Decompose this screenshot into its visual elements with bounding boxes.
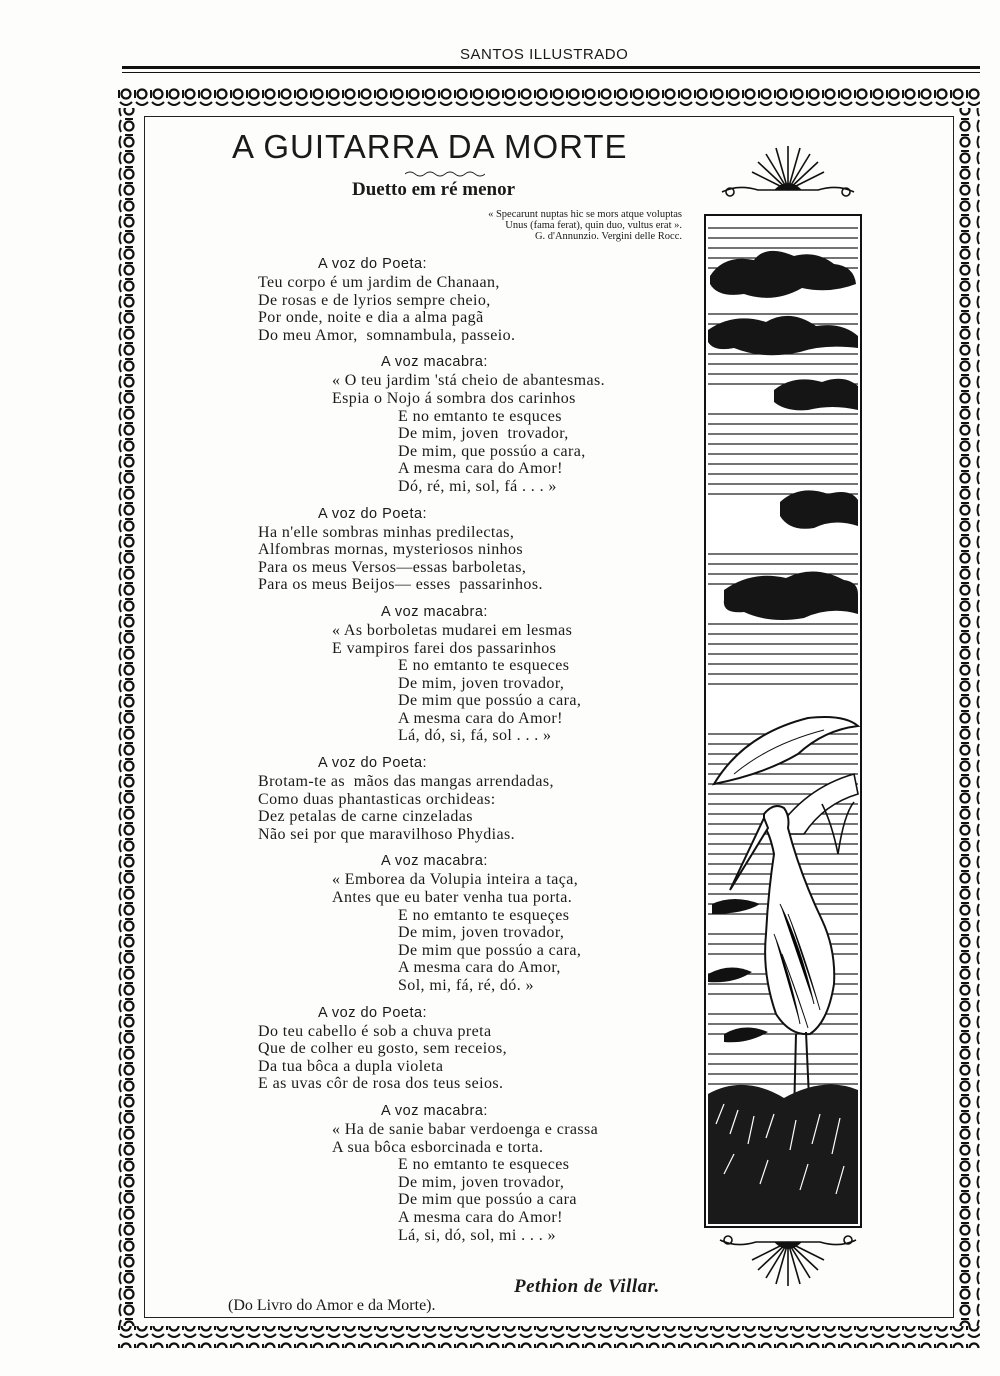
stanza <box>258 504 688 594</box>
verse-line: E no emtanto te esquces <box>398 407 562 425</box>
speaker-label: A voz do Poeta: <box>318 505 428 522</box>
speaker-label: A voz macabra: <box>381 1102 488 1119</box>
verse-line: De mim, que possúo a cara, <box>398 442 586 460</box>
stanza <box>258 1003 688 1093</box>
epigraph-line: « Specarunt nuptas hic se mors atque voluptas <box>488 209 682 220</box>
verse-line: Lá, si, dó, sol, mi . . . » <box>398 1226 556 1244</box>
verse-line: Do meu Amor, somnambula, passeio. <box>258 326 516 344</box>
epigraph-line: Unus (fama ferat), quin duo, vultus erat ». <box>505 220 682 231</box>
verse-line: « Emborea da Volupia inteira a taça, <box>332 871 579 889</box>
verse-line: De mim, joven trovador, <box>398 1173 565 1191</box>
sunburst-ornament-bottom <box>716 1228 860 1292</box>
verse-line: A mesma cara do Amor, <box>398 959 561 977</box>
verse-line: « Ha de sanie babar verdoenga e crassa <box>332 1120 599 1138</box>
verse-line: Por onde, noite e dia a alma pagã <box>258 309 484 327</box>
verse-line: Para os meus Versos—essas barboletas, <box>258 558 527 576</box>
article-subtitle: Duetto em ré menor <box>352 179 516 200</box>
sunburst-ornament-top <box>718 140 858 204</box>
verse-line: Espia o Nojo á sombra dos carinhos <box>332 389 576 407</box>
verse-line: Dez petalas de carne cinzeladas <box>258 808 473 826</box>
verse-line: A mesma cara do Amor! <box>398 460 563 478</box>
epigraph <box>382 209 682 242</box>
verse-line: Teu corpo é um jardim de Chanaan, <box>258 274 500 291</box>
stanza <box>258 254 688 344</box>
speaker-label: A voz do Poeta: <box>318 755 428 772</box>
verse-line: E as uvas côr de rosa dos teus seios. <box>258 1075 504 1093</box>
article-title: A GUITARRA DA MORTE <box>232 128 628 165</box>
speaker-label: A voz do Poeta: <box>318 256 428 272</box>
stanza <box>258 352 688 495</box>
verse-line: De mim, joven trovador, <box>398 674 565 692</box>
title-swash-ornament <box>405 170 485 178</box>
verse-line: E no emtanto te esqueces <box>398 1156 570 1174</box>
verse-line: A mesma cara do Amor! <box>398 1208 563 1226</box>
stanza <box>258 602 688 745</box>
verse-line: De mim, joven trovador, <box>398 924 565 942</box>
stanza <box>258 1101 688 1244</box>
verse-line: Dó, ré, mi, sol, fá . . . » <box>398 477 557 495</box>
stanza <box>258 851 688 994</box>
running-head: SANTOS ILLUSTRADO <box>460 46 629 63</box>
verse-line: E no emtanto te esqueçes <box>398 906 570 924</box>
verse-line: Ha n'elle sombras minhas predilectas, <box>258 523 515 541</box>
verse-line: Como duas phantasticas orchideas: <box>258 790 496 808</box>
poem <box>258 254 688 1252</box>
verse-line: Sol, mi, fá, ré, dó. » <box>398 977 534 994</box>
verse-line: De rosas e de lyrios sempre cheio, <box>258 291 491 309</box>
source-note: (Do Livro do Amor e da Morte). <box>228 1297 436 1314</box>
heron-illustration <box>704 214 862 1228</box>
epigraph-attribution: G. d'Annunzio. Vergini delle Rocc. <box>534 231 682 242</box>
verse-line: E no emtanto te esqueces <box>398 657 570 675</box>
verse-line: A mesma cara do Amor! <box>398 709 563 727</box>
verse-line: Brotam-te as mãos das mangas arrendadas, <box>258 773 554 791</box>
speaker-label: A voz macabra: <box>381 354 488 371</box>
verse-line: Alfombras mornas, mysteriosos ninhos <box>258 541 524 559</box>
verse-line: Da tua bôca a dupla violeta <box>258 1057 444 1075</box>
verse-line: « As borboletas mudarei em lesmas <box>332 621 573 639</box>
speaker-label: A voz do Poeta: <box>318 1004 428 1021</box>
speaker-label: A voz macabra: <box>381 853 488 870</box>
speaker-label: A voz macabra: <box>381 603 488 620</box>
verse-line: De mim que possúo a cara, <box>398 941 582 959</box>
verse-line: A sua bôca esborcinada e torta. <box>332 1138 544 1156</box>
verse-line: De mim, joven trovador, <box>398 425 569 443</box>
verse-line: Não sei por que maravilhoso Phydias. <box>258 825 516 843</box>
verse-line: De mim que possúo a cara <box>398 1191 577 1209</box>
author-signature: Pethion de Villar. <box>514 1276 660 1297</box>
verse-line: De mim que possúo a cara, <box>398 692 582 710</box>
verse-line: Lá, dó, si, fá, sol . . . » <box>398 727 552 745</box>
verse-line: Antes que eu bater venha tua porta. <box>332 889 573 907</box>
verse-line: « O teu jardim 'stá cheio de abantesmas. <box>332 372 606 390</box>
verse-line: Para os meus Beijos— esses passarinhos. <box>258 576 543 594</box>
verse-line: E vampiros farei dos passarinhos <box>332 639 557 657</box>
stanza <box>258 753 688 843</box>
verse-line: Do teu cabello é sob a chuva preta <box>258 1022 492 1040</box>
verse-line: Que de colher eu gosto, sem receios, <box>258 1040 507 1058</box>
header-rule <box>122 66 980 73</box>
